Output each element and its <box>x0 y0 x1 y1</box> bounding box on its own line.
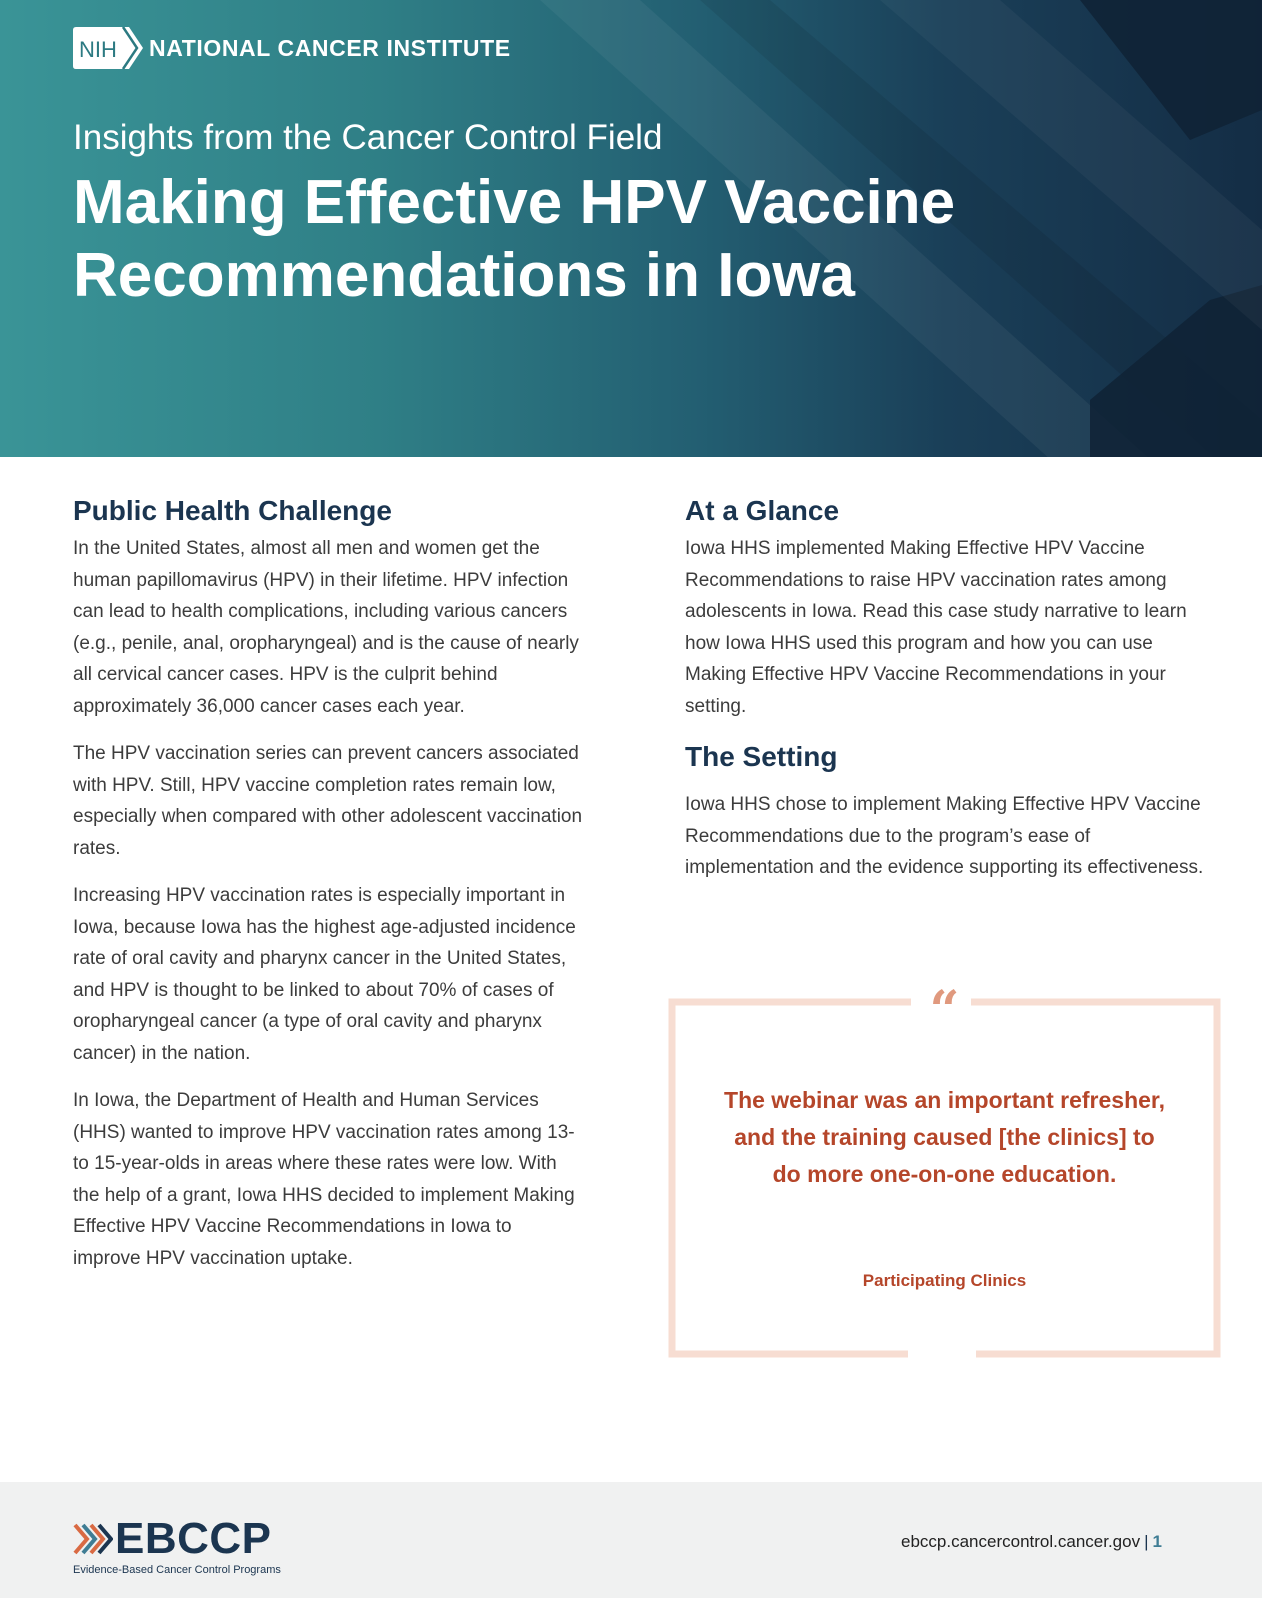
setting-paragraph: Iowa HHS chose to implement Making Effective HPV Vaccine Recommendations due to the program’s ease of implementation and the evidence supporting its effectiveness. <box>685 794 1204 878</box>
ebccp-tagline: Evidence-Based Cancer Control Programs <box>73 1564 281 1576</box>
quote-mark-icon: “ <box>929 980 960 1041</box>
challenge-paragraph-1: In the United States, almost all men and women get the human papillomavirus (HPV) in their lifetime. HPV infection can lead to health complications, including various cancers (e.g., penile, anal, oropharyngeal) and is the cause of nearly all cervical cancer cases. HPV is the culprit behind approximately 36,000 cancer cases each year. <box>73 538 579 717</box>
challenge-paragraph-2: The HPV vaccination series can prevent cancers associated with HPV. Still, HPV vaccine completion rates remain low, especially when compared with other adolescent vaccination rates. <box>73 743 583 859</box>
header-banner <box>0 0 1262 457</box>
challenge-paragraph-4: In Iowa, the Department of Health and Human Services (HHS) wanted to improve HPV vaccination rates among 13- to 15-year-olds in areas where these rates were low. With the help of a grant, Iowa HHS decided to implement Making Effective HPV Vaccine Recommendations in Iowa to improve HPV vaccination uptake. <box>73 1090 575 1269</box>
ebccp-wordmark: EBCCP <box>115 1514 272 1563</box>
nih-logo <box>73 27 511 69</box>
left-column <box>73 493 583 1290</box>
ebccp-logo <box>73 1514 272 1563</box>
quote-attribution: Participating Clinics <box>862 1271 1027 1290</box>
footer-url: ebccp.cancercontrol.cancer.gov <box>901 1532 1141 1551</box>
ebccp-chevron-icon <box>73 1521 113 1557</box>
glance-paragraph: Iowa HHS implemented Making Effective HPV Vaccine Recommendations to raise HPV vaccination rates among adolescents in Iowa. Read this case study narrative to learn how Iowa HHS used this program and how you can use Making Effective HPV Vaccine Recommendations in your setting. <box>685 538 1187 717</box>
series-subtitle: Insights from the Cancer Control Field <box>73 118 663 157</box>
footer-separator: | <box>1144 1532 1149 1551</box>
page-title: Making Effective HPV Vaccine Recommendations in Iowa <box>73 168 956 310</box>
footer <box>0 1482 1262 1598</box>
nih-badge-icon <box>73 27 143 69</box>
section-heading-setting: The Setting <box>685 741 838 772</box>
footer-reference <box>901 1532 1162 1552</box>
nih-badge-text: NIH <box>79 37 117 62</box>
right-column <box>685 493 1205 900</box>
quote-text: The webinar was an important refresher, and the training caused [the clinics] to do more one-on-one education. <box>724 1087 1165 1187</box>
challenge-paragraph-3: Increasing HPV vaccination rates is especially important in Iowa, because Iowa has the highest age-adjusted incidence rate of oral cavity and pharynx cancer in the United States, and HPV is thought to be linked to about 70% of cases of oropharyngeal cancer (a type of oral cavity and pharynx cancer) in the nation. <box>73 885 576 1064</box>
institute-name: NATIONAL CANCER INSTITUTE <box>149 34 511 61</box>
page-number: 1 <box>1152 1532 1162 1551</box>
pull-quote <box>668 980 1221 1358</box>
section-heading-glance: At a Glance <box>685 495 840 526</box>
section-heading-challenge: Public Health Challenge <box>73 495 392 526</box>
